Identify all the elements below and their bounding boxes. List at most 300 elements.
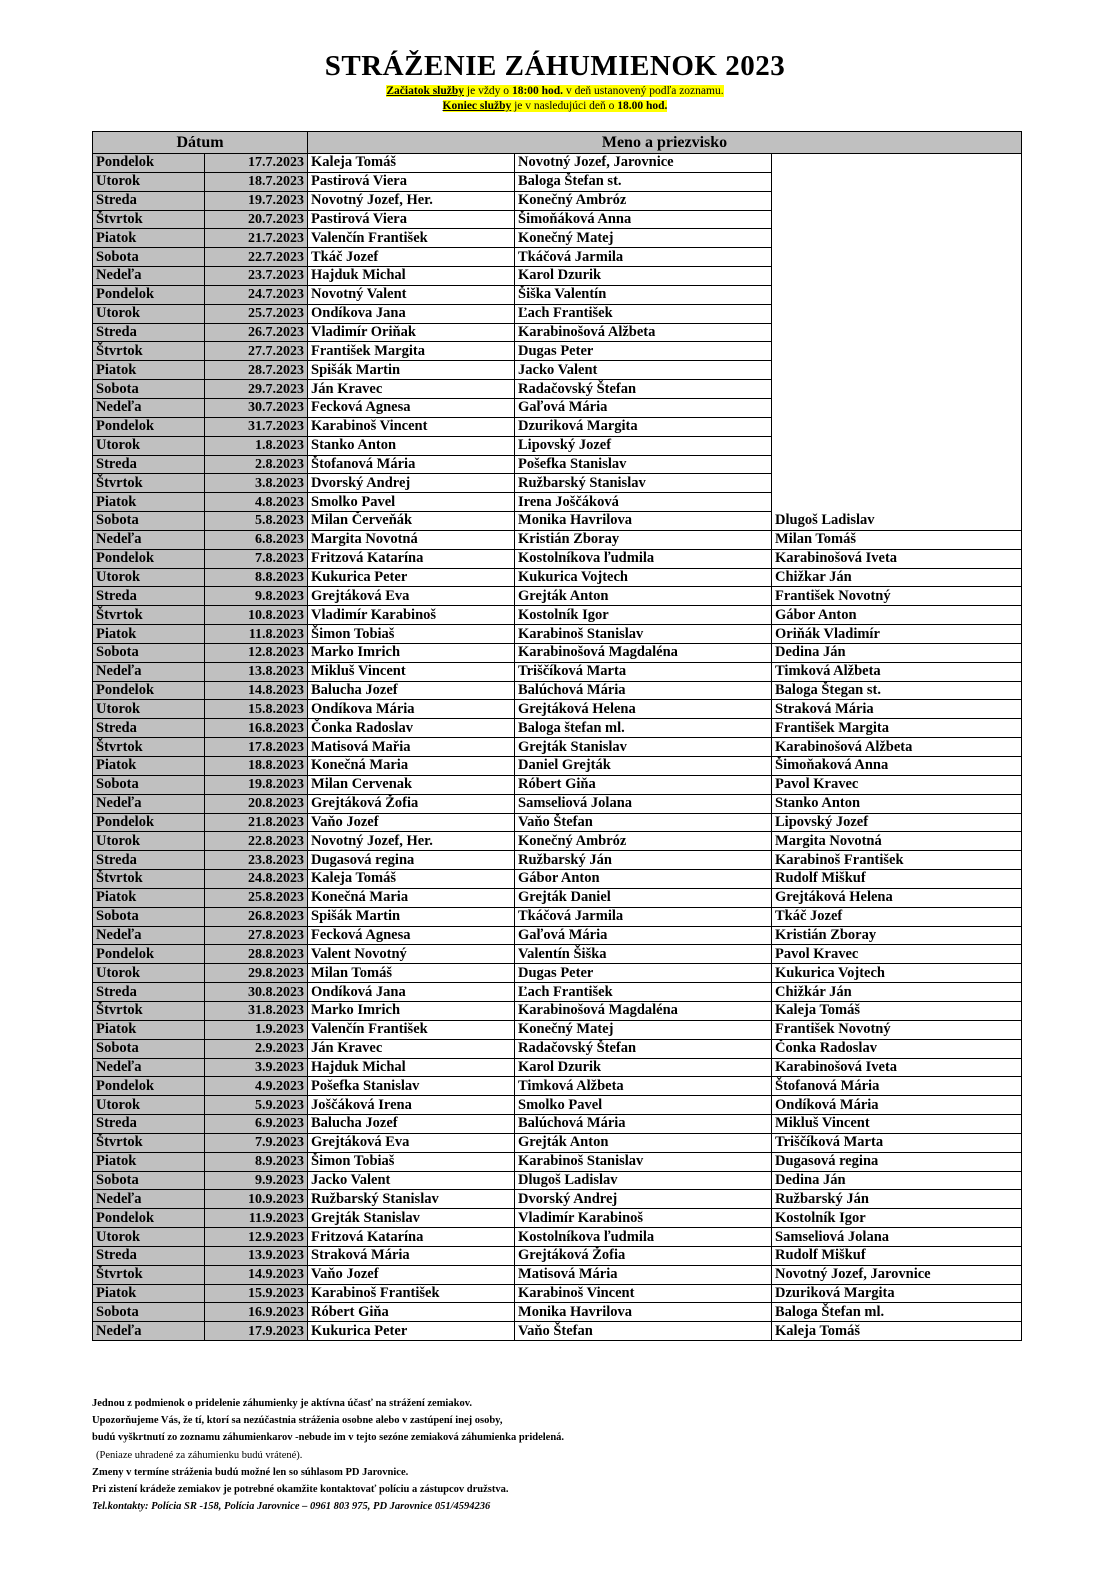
row-name-2: Triščíková Marta [515, 662, 772, 681]
row-name-2: Karol Dzurik [515, 267, 772, 286]
table-row [93, 323, 1022, 342]
table-row [93, 568, 1022, 587]
row-day: Piatok [93, 1284, 205, 1303]
row-name-3: Kukurica Vojtech [772, 964, 1022, 983]
row-day: Pondelok [93, 1209, 205, 1228]
shift-start-label: Začiatok služby [386, 85, 465, 97]
table-row [93, 549, 1022, 568]
row-name-1: Pastirová Viera [308, 210, 515, 229]
table-row [93, 361, 1022, 380]
table-row [93, 870, 1022, 889]
row-day: Streda [93, 587, 205, 606]
table-row [93, 625, 1022, 644]
row-name-3: Tkáč Jozef [772, 907, 1022, 926]
footer-notes [92, 1395, 564, 1515]
row-name-2: Kristián Zboray [515, 530, 772, 549]
row-day: Utorok [93, 436, 205, 455]
row-name-2: Baloga štefan ml. [515, 719, 772, 738]
row-name-3: Ružbarský Ján [772, 1190, 1022, 1209]
note-line: budú vyškrtnutí zo zoznamu záhumienkarov -nebude im v tejto sezóne zemiaková záhumienka pridelená. [92, 1432, 565, 1444]
row-date: 31.7.2023 [205, 417, 308, 436]
table-row [93, 794, 1022, 813]
table-row [93, 888, 1022, 907]
row-name-1: Ondíkova Mária [308, 700, 515, 719]
row-date: 15.9.2023 [205, 1284, 308, 1303]
row-day: Streda [93, 983, 205, 1002]
table-row [93, 530, 1022, 549]
row-name-2: Karabinošová Magdaléna [515, 643, 772, 662]
row-name-2: Šimoňáková Anna [515, 210, 772, 229]
table-row [93, 757, 1022, 776]
row-day: Štvrtok [93, 1265, 205, 1284]
table-row [93, 512, 1022, 531]
row-name-3: Ondíková Mária [772, 1096, 1022, 1115]
row-name-1: Valenčín František [308, 229, 515, 248]
table-row [93, 1246, 1022, 1265]
table-row [93, 1039, 1022, 1058]
table-row [93, 738, 1022, 757]
row-name-1: Dvorský Andrej [308, 474, 515, 493]
row-name-2: Radačovský Štefan [515, 380, 772, 399]
row-name-3: Rudolf Miškuf [772, 870, 1022, 889]
table-row [93, 832, 1022, 851]
shift-start-time: 18:00 hod. [511, 85, 564, 97]
row-name-1: Vladimír Oriňak [308, 323, 515, 342]
row-date: 26.8.2023 [205, 907, 308, 926]
row-date: 10.9.2023 [205, 1190, 308, 1209]
table-row [93, 285, 1022, 304]
row-name-2: Ružbarský Stanislav [515, 474, 772, 493]
row-date: 14.8.2023 [205, 681, 308, 700]
row-name-3: Štofanová Mária [772, 1077, 1022, 1096]
table-row [93, 662, 1022, 681]
shift-start-highlight [386, 85, 723, 97]
row-name-3: František Novotný [772, 1020, 1022, 1039]
row-day: Streda [93, 455, 205, 474]
row-date: 17.7.2023 [205, 154, 308, 173]
row-name-1: Grejtáková Žofia [308, 794, 515, 813]
row-day: Streda [93, 851, 205, 870]
row-date: 15.8.2023 [205, 700, 308, 719]
table-row [93, 983, 1022, 1002]
row-name-1: Matisová Mařia [308, 738, 515, 757]
row-day: Nedeľa [93, 1190, 205, 1209]
row-name-2: Baloga Štefan st. [515, 172, 772, 191]
table-row [93, 926, 1022, 945]
row-date: 9.9.2023 [205, 1171, 308, 1190]
row-day: Piatok [93, 1152, 205, 1171]
row-name-1: Vladimír Karabinoš [308, 606, 515, 625]
table-row [93, 1077, 1022, 1096]
row-name-3: Rudolf Miškuf [772, 1246, 1022, 1265]
row-date: 17.9.2023 [205, 1322, 308, 1341]
table-row [93, 964, 1022, 983]
row-name-2: Irena Joščáková [515, 493, 772, 512]
row-day: Sobota [93, 512, 205, 531]
row-name-1: Ján Kravec [308, 1039, 515, 1058]
table-row [93, 154, 1022, 173]
row-day: Utorok [93, 1096, 205, 1115]
row-name-3 [772, 455, 1022, 474]
row-name-3: Dedina Ján [772, 643, 1022, 662]
row-date: 8.9.2023 [205, 1152, 308, 1171]
row-name-2: Kostolník Igor [515, 606, 772, 625]
row-date: 16.9.2023 [205, 1303, 308, 1322]
row-name-1: Milan Tomáš [308, 964, 515, 983]
row-name-1: Joščáková Irena [308, 1096, 515, 1115]
row-name-1: Milan Cervenak [308, 775, 515, 794]
row-name-3 [772, 210, 1022, 229]
row-name-3: Timková Alžbeta [772, 662, 1022, 681]
row-day: Utorok [93, 304, 205, 323]
row-name-1: Šimon Tobiaš [308, 1152, 515, 1171]
row-name-3: Dzuriková Margita [772, 1284, 1022, 1303]
row-date: 30.7.2023 [205, 398, 308, 417]
row-name-2: Dzuriková Margita [515, 417, 772, 436]
row-name-3: Triščíková Marta [772, 1133, 1022, 1152]
row-date: 5.8.2023 [205, 512, 308, 531]
table-row [93, 719, 1022, 738]
row-name-2: Vaňo Štefan [515, 813, 772, 832]
row-name-2: Karabinošová Magdaléna [515, 1001, 772, 1020]
table-row [93, 474, 1022, 493]
row-day: Pondelok [93, 154, 205, 173]
table-row [93, 267, 1022, 286]
row-day: Nedeľa [93, 1058, 205, 1077]
table-row [93, 1265, 1022, 1284]
row-date: 5.9.2023 [205, 1096, 308, 1115]
row-date: 21.7.2023 [205, 229, 308, 248]
row-date: 11.8.2023 [205, 625, 308, 644]
row-date: 3.9.2023 [205, 1058, 308, 1077]
row-name-1: Čonka Radoslav [308, 719, 515, 738]
row-date: 3.8.2023 [205, 474, 308, 493]
row-name-3: Kristián Zboray [772, 926, 1022, 945]
row-date: 12.8.2023 [205, 643, 308, 662]
note-line: Zmeny v termíne stráženia budú možné len so súhlasom PD Jarovnice. [92, 1466, 409, 1478]
row-day: Streda [93, 1246, 205, 1265]
row-date: 16.8.2023 [205, 719, 308, 738]
row-name-1: Novotný Jozef, Her. [308, 832, 515, 851]
row-date: 27.7.2023 [205, 342, 308, 361]
row-name-1: Grejtáková Eva [308, 587, 515, 606]
row-date: 6.8.2023 [205, 530, 308, 549]
row-name-3: Karabinošová Iveta [772, 1058, 1022, 1077]
row-date: 29.8.2023 [205, 964, 308, 983]
table-row [93, 907, 1022, 926]
row-name-3 [772, 248, 1022, 267]
row-date: 7.9.2023 [205, 1133, 308, 1152]
table-row [93, 229, 1022, 248]
row-name-3: Mikluš Vincent [772, 1115, 1022, 1134]
row-name-2: Dugas Peter [515, 964, 772, 983]
row-name-2: Grejtáková Žofia [515, 1246, 772, 1265]
row-day: Sobota [93, 1171, 205, 1190]
row-day: Pondelok [93, 285, 205, 304]
table-row [93, 380, 1022, 399]
row-day: Nedeľa [93, 662, 205, 681]
row-name-2: Balúchová Mária [515, 681, 772, 700]
table-row [93, 775, 1022, 794]
row-name-1: Štofanová Mária [308, 455, 515, 474]
row-name-3 [772, 323, 1022, 342]
row-name-2: Matisová Mária [515, 1265, 772, 1284]
row-name-3 [772, 172, 1022, 191]
row-day: Utorok [93, 964, 205, 983]
row-date: 12.9.2023 [205, 1228, 308, 1247]
row-date: 22.8.2023 [205, 832, 308, 851]
row-name-3: Straková Mária [772, 700, 1022, 719]
row-name-1: Valent Novotný [308, 945, 515, 964]
shift-end-time: 18.00 hod. [617, 100, 668, 112]
row-name-3: Pavol Kravec [772, 775, 1022, 794]
row-day: Sobota [93, 907, 205, 926]
row-name-3: Baloga Štefan ml. [772, 1303, 1022, 1322]
row-name-1: Balucha Jozef [308, 1115, 515, 1134]
row-date: 28.8.2023 [205, 945, 308, 964]
row-name-2: Dlugoš Ladislav [515, 1171, 772, 1190]
row-day: Štvrtok [93, 606, 205, 625]
row-name-2: Monika Havrilova [515, 1303, 772, 1322]
row-day: Štvrtok [93, 474, 205, 493]
row-date: 22.7.2023 [205, 248, 308, 267]
row-name-3: František Novotný [772, 587, 1022, 606]
row-name-2: Vaňo Štefan [515, 1322, 772, 1341]
row-day: Piatok [93, 757, 205, 776]
row-day: Pondelok [93, 1077, 205, 1096]
row-name-1: Konečná Maria [308, 757, 515, 776]
row-name-2: Vladimír Karabinoš [515, 1209, 772, 1228]
row-date: 2.8.2023 [205, 455, 308, 474]
note-line: (Peniaze uhradené za záhumienku budú vrátené). [96, 1449, 303, 1461]
row-day: Piatok [93, 229, 205, 248]
row-name-1: Vaňo Jozef [308, 1265, 515, 1284]
guard-roster-table [92, 131, 1022, 1341]
row-name-3: Kostolník Igor [772, 1209, 1022, 1228]
row-name-3 [772, 154, 1022, 173]
row-date: 20.7.2023 [205, 210, 308, 229]
row-day: Sobota [93, 248, 205, 267]
table-row [93, 587, 1022, 606]
row-name-1: Ondíková Jana [308, 983, 515, 1002]
row-name-1: Fritzová Katarína [308, 1228, 515, 1247]
row-name-3 [772, 361, 1022, 380]
row-date: 13.9.2023 [205, 1246, 308, 1265]
row-date: 27.8.2023 [205, 926, 308, 945]
row-name-2: Grejtáková Helena [515, 700, 772, 719]
row-name-1: Marko Imrich [308, 643, 515, 662]
row-name-3: Gábor Anton [772, 606, 1022, 625]
table-row [93, 210, 1022, 229]
contacts-line: Tel.kontakty: Polícia SR -158, Polícia Jarovnice – 0961 803 975, PD Jarovnice 051/4594236 [92, 1501, 491, 1513]
row-date: 17.8.2023 [205, 738, 308, 757]
row-name-3: Samseliová Jolana [772, 1228, 1022, 1247]
row-name-1: Valenčín František [308, 1020, 515, 1039]
row-name-3: Margita Novotná [772, 832, 1022, 851]
row-date: 24.7.2023 [205, 285, 308, 304]
row-name-3: František Margita [772, 719, 1022, 738]
row-name-1: Margita Novotná [308, 530, 515, 549]
row-name-3 [772, 436, 1022, 455]
row-date: 24.8.2023 [205, 870, 308, 889]
row-name-3: Dlugoš Ladislav [772, 512, 1022, 531]
row-name-1: Ružbarský Stanislav [308, 1190, 515, 1209]
row-name-2: Karabinošová Alžbeta [515, 323, 772, 342]
row-name-1: Hajduk Michal [308, 267, 515, 286]
shift-end-highlight [443, 100, 668, 112]
table-row [93, 1228, 1022, 1247]
shift-end-note [0, 99, 1110, 114]
row-name-1: Tkáč Jozef [308, 248, 515, 267]
row-name-2: Balúchová Mária [515, 1115, 772, 1134]
row-name-2: Tkáčová Jarmila [515, 907, 772, 926]
row-name-1: Marko Imrich [308, 1001, 515, 1020]
table-row [93, 436, 1022, 455]
row-name-1: Spišák Martin [308, 907, 515, 926]
row-name-1: Karabinoš František [308, 1284, 515, 1303]
row-name-2: Konečný Matej [515, 229, 772, 248]
table-row [93, 191, 1022, 210]
shift-start-mid: je vždy o [466, 85, 510, 97]
row-day: Piatok [93, 493, 205, 512]
row-name-1: Milan Červeňák [308, 512, 515, 531]
table-row [93, 455, 1022, 474]
row-name-2: Timková Alžbeta [515, 1077, 772, 1096]
header-date: Dátum [93, 132, 308, 154]
row-name-3: Lipovský Jozef [772, 813, 1022, 832]
row-day: Sobota [93, 380, 205, 399]
row-name-1: Dugasová regina [308, 851, 515, 870]
row-name-2: Samseliová Jolana [515, 794, 772, 813]
table-row [93, 1020, 1022, 1039]
row-day: Streda [93, 719, 205, 738]
table-row [93, 643, 1022, 662]
header-name: Meno a priezvisko [308, 132, 1022, 154]
row-name-3: Stanko Anton [772, 794, 1022, 813]
row-name-1: Konečná Maria [308, 888, 515, 907]
row-name-1: Fecková Agnesa [308, 926, 515, 945]
row-day: Pondelok [93, 945, 205, 964]
note-line: Jednou z podmienok o pridelenie záhumienky je aktívna účasť na strážení zemiakov. [92, 1398, 472, 1409]
row-date: 1.8.2023 [205, 436, 308, 455]
row-name-2: Novotný Jozef, Jarovnice [515, 154, 772, 173]
row-date: 14.9.2023 [205, 1265, 308, 1284]
row-name-3: Karabinošová Alžbeta [772, 738, 1022, 757]
row-name-3: Chižkár Ján [772, 983, 1022, 1002]
row-name-3: Chižkar Ján [772, 568, 1022, 587]
row-name-1: Kukurica Peter [308, 1322, 515, 1341]
row-name-1: Pastirová Viera [308, 172, 515, 191]
row-name-1: Ondíkova Jana [308, 304, 515, 323]
row-date: 11.9.2023 [205, 1209, 308, 1228]
row-name-2: Dugas Peter [515, 342, 772, 361]
row-date: 2.9.2023 [205, 1039, 308, 1058]
row-name-1: Mikluš Vincent [308, 662, 515, 681]
row-name-1: Fritzová Katarína [308, 549, 515, 568]
row-name-1: Balucha Jozef [308, 681, 515, 700]
row-date: 26.7.2023 [205, 323, 308, 342]
row-name-1: Smolko Pavel [308, 493, 515, 512]
row-name-3 [772, 191, 1022, 210]
row-name-1: Kukurica Peter [308, 568, 515, 587]
row-name-2: Konečný Ambróz [515, 191, 772, 210]
row-name-1: Pošefka Stanislav [308, 1077, 515, 1096]
table-row [93, 1303, 1022, 1322]
table-row [93, 398, 1022, 417]
row-date: 18.7.2023 [205, 172, 308, 191]
row-name-1: Hajduk Michal [308, 1058, 515, 1077]
row-day: Nedeľa [93, 1322, 205, 1341]
row-name-2: Valentín Šiška [515, 945, 772, 964]
row-day: Streda [93, 1115, 205, 1134]
row-name-3 [772, 285, 1022, 304]
table-row [93, 1001, 1022, 1020]
roster-body [93, 154, 1022, 1341]
row-date: 31.8.2023 [205, 1001, 308, 1020]
table-row [93, 1058, 1022, 1077]
row-date: 19.8.2023 [205, 775, 308, 794]
row-day: Streda [93, 323, 205, 342]
row-day: Pondelok [93, 549, 205, 568]
row-date: 7.8.2023 [205, 549, 308, 568]
row-name-1: Grejtáková Eva [308, 1133, 515, 1152]
row-name-1: Róbert Giňa [308, 1303, 515, 1322]
table-row [93, 1190, 1022, 1209]
row-name-2: Pošefka Stanislav [515, 455, 772, 474]
row-name-1: Novotný Valent [308, 285, 515, 304]
row-name-3: Kaleja Tomáš [772, 1322, 1022, 1341]
row-day: Utorok [93, 832, 205, 851]
row-day: Nedeľa [93, 530, 205, 549]
row-date: 30.8.2023 [205, 983, 308, 1002]
row-date: 1.9.2023 [205, 1020, 308, 1039]
row-day: Nedeľa [93, 267, 205, 286]
row-name-3: Karabinoš František [772, 851, 1022, 870]
row-name-2: Róbert Giňa [515, 775, 772, 794]
row-day: Utorok [93, 568, 205, 587]
row-name-3: Čonka Radoslav [772, 1039, 1022, 1058]
row-name-3 [772, 398, 1022, 417]
row-day: Utorok [93, 172, 205, 191]
row-name-2: Konečný Ambróz [515, 832, 772, 851]
row-name-2: Ružbarský Ján [515, 851, 772, 870]
row-name-1: Kaleja Tomáš [308, 870, 515, 889]
table-row [93, 681, 1022, 700]
row-date: 23.8.2023 [205, 851, 308, 870]
row-name-2: Ľach František [515, 983, 772, 1002]
table-row [93, 1096, 1022, 1115]
row-name-2: Konečný Matej [515, 1020, 772, 1039]
table-row [93, 1133, 1022, 1152]
row-name-1: Kaleja Tomáš [308, 154, 515, 173]
row-day: Sobota [93, 775, 205, 794]
row-name-2: Lipovský Jozef [515, 436, 772, 455]
row-name-2: Grejták Anton [515, 1133, 772, 1152]
row-name-1: Jacko Valent [308, 1171, 515, 1190]
row-day: Piatok [93, 1020, 205, 1039]
row-name-1: Karabinoš Vincent [308, 417, 515, 436]
row-name-1: Fecková Agnesa [308, 398, 515, 417]
row-name-3 [772, 417, 1022, 436]
row-name-3 [772, 474, 1022, 493]
row-date: 4.9.2023 [205, 1077, 308, 1096]
row-date: 19.7.2023 [205, 191, 308, 210]
table-row [93, 172, 1022, 191]
row-name-1: Vaňo Jozef [308, 813, 515, 832]
row-day: Pondelok [93, 417, 205, 436]
row-name-1: Straková Mária [308, 1246, 515, 1265]
shift-end-mid: je v nasledujúci deň o [514, 100, 615, 112]
